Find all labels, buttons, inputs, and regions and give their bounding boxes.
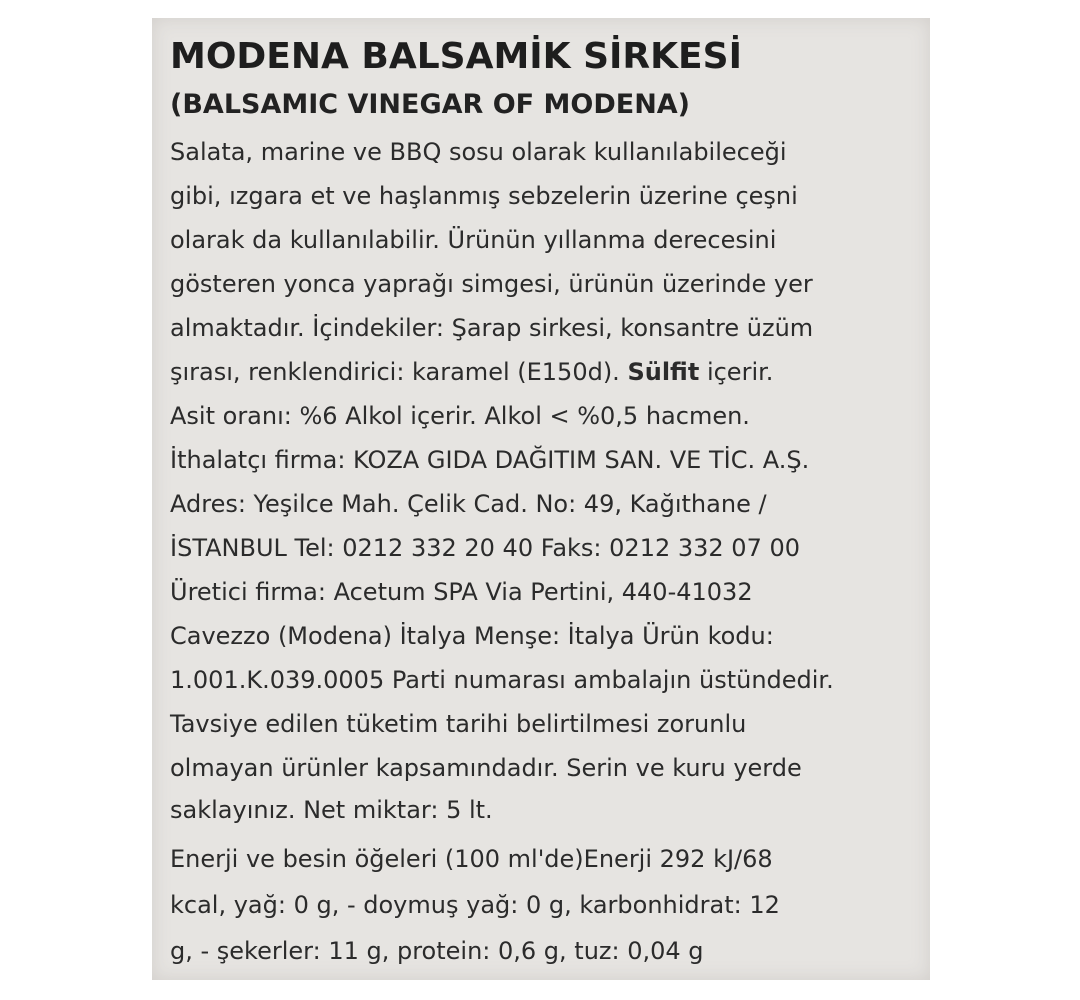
info-line: Cavezzo (Modena) İtalya Menşe: İtalya Ürün kodu: (170, 622, 774, 650)
product-title: MODENA BALSAMİK SİRKESİ (170, 36, 742, 77)
info-line: saklayınız. Net miktar: 5 lt. (170, 796, 493, 824)
info-line: Üretici firma: Acetum SPA Via Pertini, 440-41032 (170, 578, 753, 606)
description-block (170, 130, 834, 830)
description-line: Salata, marine ve BBQ sosu olarak kullanılabileceği (170, 138, 787, 166)
info-line: 1.001.K.039.0005 Parti numarası ambalajın üstündedir. (170, 666, 834, 694)
nutrition-line: Enerji ve besin öğeleri (100 ml'de)Enerji 292 kJ/68 (170, 845, 773, 873)
nutrition-block (170, 836, 780, 974)
info-line: olmayan ürünler kapsamındadır. Serin ve kuru yerde (170, 754, 802, 782)
description-line: gibi, ızgara et ve haşlanmış sebzelerin üzerine çeşni (170, 182, 798, 210)
info-line: Asit oranı: %6 Alkol içerir. Alkol < %0,5 hacmen. (170, 402, 750, 430)
product-label (152, 18, 930, 980)
info-line: Tavsiye edilen tüketim tarihi belirtilmesi zorunlu (170, 710, 747, 738)
description-line: almaktadır. İçindekiler: Şarap sirkesi, konsantre üzüm (170, 314, 814, 342)
nutrition-line: g, - şekerler: 11 g, protein: 0,6 g, tuz: 0,04 g (170, 937, 704, 965)
info-line: İthalatçı firma: KOZA GIDA DAĞITIM SAN. VE TİC. A.Ş. (170, 446, 810, 474)
info-line: İSTANBUL Tel: 0212 332 20 40 Faks: 0212 332 07 00 (170, 534, 800, 562)
product-subtitle: (BALSAMIC VINEGAR OF MODENA) (170, 89, 691, 120)
ingredients-line (170, 350, 834, 394)
info-line: Adres: Yeşilce Mah. Çelik Cad. No: 49, Kağıthane / (170, 490, 767, 518)
ingredients-text-end: içerir. (699, 358, 774, 386)
description-line: olarak da kullanılabilir. Ürünün yıllanma derecesini (170, 226, 777, 254)
description-line: gösteren yonca yaprağı simgesi, ürünün üzerinde yer (170, 270, 813, 298)
allergen-text: Sülfit (627, 358, 700, 386)
ingredients-text: şırası, renklendirici: karamel (E150d). (170, 358, 628, 386)
nutrition-line: kcal, yağ: 0 g, - doymuş yağ: 0 g, karbonhidrat: 12 (170, 891, 780, 919)
